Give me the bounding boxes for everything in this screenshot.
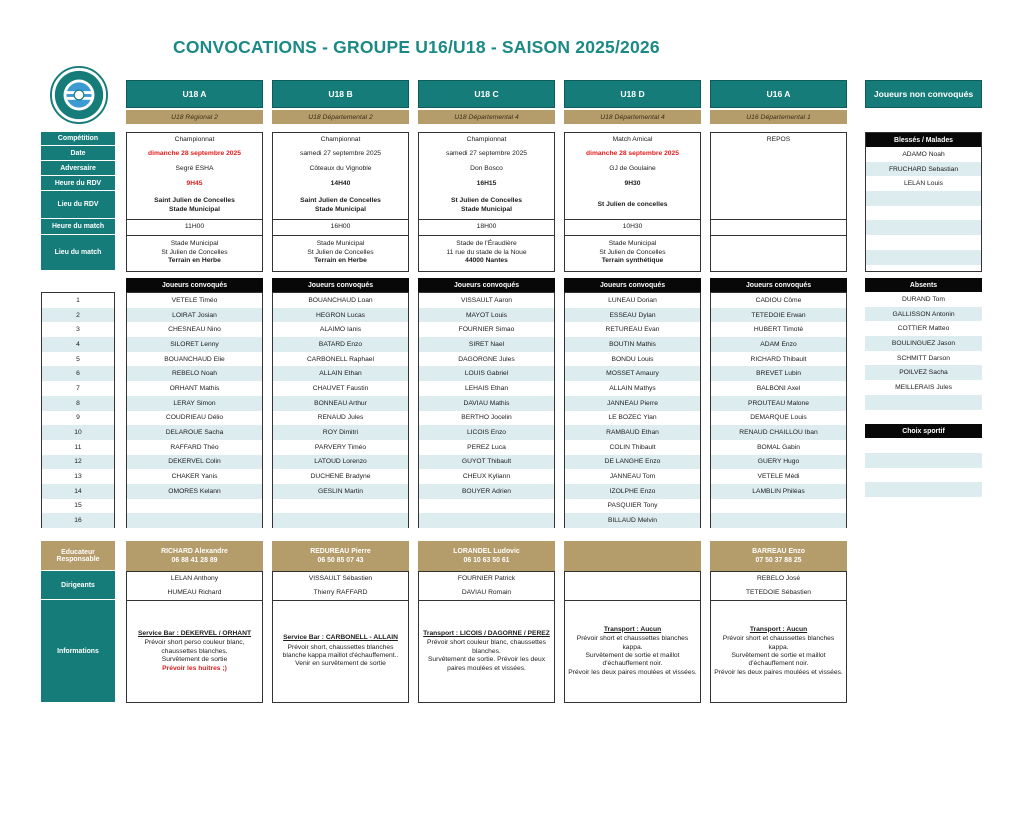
player-row: DAVIAU Mathis: [419, 396, 554, 411]
absent-row: BOULINGUEZ Jason: [865, 336, 982, 351]
player-row: MAYOT Louis: [419, 308, 554, 323]
label-competition: Compétition: [41, 132, 115, 146]
label-educateur: Educateur Responsable: [41, 541, 115, 571]
players-list: [126, 292, 263, 528]
player-row: CHESNEAU Nino: [168, 326, 221, 334]
match-lieu-value: [273, 236, 408, 270]
row-number: 6: [42, 366, 114, 381]
educateur-line: 06 50 85 07 43: [317, 557, 364, 564]
absent-row: [865, 497, 982, 512]
row-number: 2: [42, 308, 114, 323]
match-time-value: 18H00: [419, 220, 554, 236]
player-row: LE BOZEC Ylan: [608, 414, 657, 422]
educateur-cell: [710, 541, 847, 571]
player-row: LOUIS Gabriel: [419, 366, 554, 381]
dirigeant-name: [565, 572, 700, 586]
absent-row: SCHMITT Darson: [896, 354, 950, 362]
rdv-lieu-line: St Julien de Concelles: [451, 197, 522, 205]
educateur-line: REDUREAU Pierre: [310, 548, 371, 555]
row-number: 5: [76, 355, 80, 363]
label-lieu-match: Lieu du match: [41, 235, 115, 271]
team-header: U18 C: [418, 80, 555, 108]
absent-row: [865, 482, 982, 497]
row-number: 13: [74, 473, 82, 481]
dirigeant-name: VISSAULT Sébastien: [308, 574, 373, 582]
match-info-box: [564, 132, 701, 272]
player-row: [711, 513, 846, 528]
player-row: BONDU Louis: [611, 355, 654, 363]
match-lieu-line: Terrain en Herbe: [314, 257, 367, 265]
match-lieu-line: Stade Municipal: [608, 240, 657, 248]
player-row: [273, 513, 408, 528]
row-number: 11: [74, 443, 82, 451]
player-row: RENAUD CHAILLOU Iban: [711, 425, 846, 440]
player-row: COUDRIEAU Délio: [165, 414, 224, 422]
row-number: 3: [76, 326, 80, 334]
info-line: Transport : LICOIS / DAGORNE / PEREZ: [423, 629, 550, 637]
player-row: LATOUD Lorenzo: [273, 455, 408, 470]
competition-value: Championnat: [174, 135, 215, 143]
adversaire-value: Côteaux du Vignoble: [309, 165, 372, 173]
absent-row: DURAND Tom: [902, 295, 945, 303]
non-convoques-title: Joueurs non convoqués: [865, 80, 982, 108]
player-row: VISSAULT Aaron: [460, 296, 513, 304]
player-row: RETUREAU Evan: [605, 326, 660, 334]
info-line: Prévoir les huitres ;): [162, 664, 227, 672]
player-row: CHEUX Kyliann: [462, 473, 511, 481]
adversaire-value: GJ de Goulaine: [609, 165, 656, 173]
absents-title: Absents: [865, 278, 982, 292]
absent-row: POILVEZ Sacha: [865, 365, 982, 380]
label-lieu-rdv: Lieu du RDV: [41, 191, 115, 219]
info-line: Prévoir short et chaussettes blanches kappa.: [576, 635, 689, 651]
date-value: dimanche 28 septembre 2025: [586, 150, 679, 158]
player-row: MOSSET Amaury: [565, 366, 700, 381]
date-value: samedi 27 septembre 2025: [299, 150, 382, 158]
match-lieu-value: [711, 236, 846, 270]
absent-row: MEILLERAIS Jules: [895, 383, 952, 391]
player-row: LERAY Simon: [127, 396, 262, 411]
absent-row: [865, 438, 982, 453]
match-lieu-line: Stade Municipal: [170, 240, 219, 248]
match-time-value: 16H00: [273, 220, 408, 236]
team-header: U16 A: [710, 80, 847, 108]
choix-sportif-title: Choix sportif: [865, 424, 982, 438]
player-row: BERTHO Jocelin: [461, 414, 512, 422]
rdv-lieu-value: [419, 192, 554, 220]
blesse-row: [866, 191, 981, 206]
match-lieu-line: 11 rue du stade de la Noue: [446, 248, 527, 256]
player-row: ESSEAU Dylan: [565, 308, 700, 323]
match-info-box: [418, 132, 555, 272]
rdv-time-value: 14H40: [330, 180, 351, 188]
rdv-time-value: 16H15: [476, 180, 497, 188]
competition-value: Championnat: [320, 135, 361, 143]
rdv-lieu-line: Stade Municipal: [169, 205, 220, 213]
label-heure-rdv: Heure du RDV: [41, 176, 115, 191]
player-row: SIRET Nael: [419, 337, 554, 352]
row-number-column: [41, 292, 115, 528]
player-row: DELAROUE Sacha: [127, 425, 262, 440]
dirigeants-cell: [564, 571, 701, 600]
player-row: DEMARQUE Louis: [750, 414, 807, 422]
dirigeant-name: TETEDOIE Sébastien: [745, 588, 812, 596]
player-row: ORHANT Mathis: [169, 384, 220, 392]
players-list: [564, 292, 701, 528]
player-row: BOUANCHAUD Elie: [164, 355, 225, 363]
player-row: PROUTEAU Malone: [711, 396, 846, 411]
rdv-time-value: [711, 177, 846, 192]
player-row: LUNEAU Dorian: [608, 296, 657, 304]
blesse-row: [866, 220, 981, 235]
row-number: 8: [42, 396, 114, 411]
player-row: DE LANGHE Enzo: [565, 455, 700, 470]
player-row: DEKERVEL Colin: [127, 455, 262, 470]
blesse-row: LELAN Louis: [903, 180, 944, 188]
joueurs-header: Joueurs convoqués: [272, 278, 409, 292]
player-row: VETELE Médi: [757, 473, 800, 481]
dirigeants-cell: [710, 571, 847, 600]
dirigeant-name: FOURNIER Patrick: [457, 574, 516, 582]
competition-value: Match Amical: [612, 135, 653, 143]
dirigeant-name: Thierry RAFFARD: [313, 588, 368, 596]
player-row: [711, 499, 846, 514]
player-row: HUBERT Timoté: [753, 326, 804, 334]
row-number: 12: [42, 455, 114, 470]
informations-cell: [418, 600, 555, 703]
player-row: ALLAIN Mathys: [609, 384, 656, 392]
match-lieu-line: Stade de l'Éraudière: [456, 240, 517, 248]
joueurs-header: Joueurs convoqués: [126, 278, 263, 292]
player-row: PASQUIER Tony: [607, 502, 658, 510]
player-row: TETEDOIE Erwan: [711, 308, 846, 323]
info-line: Prévoir short couleur blanc, chaussettes blanches.: [427, 639, 546, 655]
joueurs-header: Joueurs convoqués: [418, 278, 555, 292]
team-level: U18 Régional 2: [126, 110, 263, 124]
row-number: 15: [74, 502, 82, 510]
competition-value: Championnat: [466, 135, 507, 143]
player-row: COLIN Thibault: [609, 443, 656, 451]
info-line: Prévoir les deux paires moulées et vissées.: [568, 668, 697, 676]
educateur-line: RICHARD Alexandre: [161, 548, 228, 555]
player-row: ROY Dimitri: [273, 425, 408, 440]
info-line: Service Bar : DEKERVEL / ORHANT: [137, 629, 252, 637]
player-row: CHAKER Yanis: [171, 473, 218, 481]
educateur-cell: [564, 541, 701, 571]
player-row: ALAIMO Ianis: [319, 326, 362, 334]
dirigeants-cell: [418, 571, 555, 600]
educateur-cell: [126, 541, 263, 571]
row-number: 4: [42, 337, 114, 352]
player-row: LEHAIS Ethan: [464, 384, 509, 392]
match-time-value: 11H00: [127, 220, 262, 236]
info-line: Prévoir les deux paires moulées et vissées.: [714, 668, 843, 676]
rdv-time-value: 9H45: [186, 180, 203, 188]
players-list: [272, 292, 409, 528]
absent-row: [865, 410, 982, 425]
educateur-cell: [418, 541, 555, 571]
player-row: GUYOT Thibault: [419, 455, 554, 470]
match-lieu-value: [565, 236, 700, 270]
info-line: Prévoir short et chaussettes blanches kappa.: [722, 635, 835, 651]
player-row: JANNEAU Tom: [609, 473, 656, 481]
label-informations: Informations: [41, 600, 115, 703]
info-line: Survêtement de sortie: [161, 656, 228, 664]
dirigeant-name: REBELO José: [756, 574, 801, 582]
match-lieu-line: Stade Municipal: [316, 240, 365, 248]
absent-row: [865, 453, 982, 468]
player-row: BREVET Lubin: [711, 366, 846, 381]
absent-row: [865, 468, 982, 483]
player-row: GESLIN Martin: [273, 484, 408, 499]
rdv-lieu-value: [273, 192, 408, 220]
player-row: CARBONELL Raphael: [306, 355, 375, 363]
educateur-cell: [272, 541, 409, 571]
player-row: REBELO Noah: [127, 366, 262, 381]
match-info-box: [126, 132, 263, 272]
player-row: LOIRAT Josian: [127, 308, 262, 323]
player-row: BOMAL Gabin: [757, 443, 800, 451]
rdv-lieu-line: Saint Julien de Concelles: [300, 197, 381, 205]
blesses-panel: [865, 132, 982, 272]
match-lieu-line: 44000 Nantes: [465, 257, 508, 265]
match-info-box: [710, 132, 847, 272]
rdv-lieu-line: Stade Municipal: [315, 205, 366, 213]
educateur-line: 07 50 37 88 25: [755, 557, 802, 564]
match-lieu-value: [127, 236, 262, 270]
players-list: [710, 292, 847, 528]
player-row: DAGORGNE Jules: [458, 355, 515, 363]
player-row: OMORES Kelann: [127, 484, 262, 499]
absent-row: COTTIER Matteo: [897, 325, 950, 333]
team-header: U18 A: [126, 80, 263, 108]
team-level: U18 Départemental 4: [564, 110, 701, 124]
player-row: LICOIS Enzo: [419, 425, 554, 440]
informations-cell: [564, 600, 701, 703]
rdv-lieu-line: Stade Municipal: [461, 205, 512, 213]
player-row: BILLAUD Melvin: [565, 513, 700, 528]
match-lieu-line: Terrain en Herbe: [168, 257, 221, 265]
informations-cell: [710, 600, 847, 703]
player-row: [419, 513, 554, 528]
blesse-row: [866, 235, 981, 250]
match-lieu-line: Terrain synthétique: [601, 257, 664, 265]
player-row: HEGRON Lucas: [273, 308, 408, 323]
info-line: Transport : Aucun: [603, 625, 662, 633]
player-row: LAMBLIN Philéas: [711, 484, 846, 499]
dirigeant-name: [565, 586, 700, 600]
team-level: U18 Départemental 2: [272, 110, 409, 124]
player-row: RENAUD Jules: [317, 414, 364, 422]
player-row: CADIOU Côme: [755, 296, 802, 304]
info-line: Survêtement de sortie et maillot d'échauffement noir.: [731, 652, 826, 668]
row-number: 1: [76, 296, 80, 304]
page-title: CONVOCATIONS - GROUPE U16/U18 - SAISON 2025/2026: [173, 37, 660, 57]
match-lieu-value: [419, 236, 554, 270]
date-value: [711, 147, 846, 162]
player-row: BALBONI Axel: [756, 384, 801, 392]
team-header: U18 B: [272, 80, 409, 108]
blesse-row: [866, 250, 981, 265]
dirigeants-cell: [272, 571, 409, 600]
educateur-line: 06 10 63 50 61: [463, 557, 510, 564]
player-row: RAFFARD Théo: [170, 443, 219, 451]
adversaire-value: Don Bosco: [470, 165, 503, 173]
blesse-row: [866, 206, 981, 221]
blesses-title: Blessés / Malades: [866, 133, 981, 147]
label-dirigeants: Dirigeants: [41, 571, 115, 600]
label-date: Date: [41, 146, 115, 161]
dirigeant-name: LELAN Anthony: [170, 574, 219, 582]
rdv-lieu-value: [565, 192, 700, 220]
rdv-time-value: 9H30: [624, 180, 641, 188]
players-list: [418, 292, 555, 528]
team-header: U18 D: [564, 80, 701, 108]
info-line: Prévoir short perso couleur blanc, chaussettes blanches.: [144, 639, 245, 655]
absent-row: GALLISSON Antonin: [865, 307, 982, 322]
info-line: Prévoir short, chaussettes blanches blanche kappa maillot d'échauffement..: [282, 643, 399, 659]
educateur-line: 06 88 41 28 89: [171, 557, 218, 564]
informations-cell: [272, 600, 409, 703]
row-number: 16: [42, 513, 114, 528]
player-row: FOURNIER Simao: [458, 326, 515, 334]
match-lieu-line: St Julien de Concelles: [599, 248, 666, 256]
player-row: CHAUVET Faustin: [312, 384, 369, 392]
label-heure-match: Heure du match: [41, 219, 115, 235]
player-row: BATARD Enzo: [273, 337, 408, 352]
row-number: 14: [42, 484, 114, 499]
row-number: 9: [76, 414, 80, 422]
player-row: PARVERY Timéo: [314, 443, 367, 451]
blesse-row: ADAMO Noah: [902, 150, 945, 158]
player-row: [419, 499, 554, 514]
player-row: PEREZ Luca: [467, 443, 506, 451]
player-row: [273, 499, 408, 514]
player-row: [127, 513, 262, 528]
info-line: Venir en survêtement de sortie: [295, 660, 386, 668]
player-row: ADAM Enzo: [711, 337, 846, 352]
info-line: Service Bar : CARBONELL - ALLAIN: [283, 634, 398, 642]
player-row: BONNEAU Arthur: [273, 396, 408, 411]
player-row: DUCHENE Bradyne: [310, 473, 371, 481]
player-row: IZOLPHE Enzo: [565, 484, 700, 499]
dirigeant-name: HUMEAU Richard: [167, 588, 222, 596]
player-row: BOUTIN Mathis: [565, 337, 700, 352]
competition-value: REPOS: [766, 135, 791, 143]
informations-cell: [126, 600, 263, 703]
info-line: Survêtement de sortie. Prévoir les deux paires moulées et vissées.: [427, 656, 546, 672]
player-row: JANNEAU Pierre: [565, 396, 700, 411]
adversaire-value: Segré ESHA: [175, 165, 214, 173]
date-value: samedi 27 septembre 2025: [445, 150, 528, 158]
info-line: Survêtement de sortie et maillot d'échauffement noir.: [585, 652, 680, 668]
rdv-lieu-line: Saint Julien de Concelles: [154, 197, 235, 205]
team-level: U16 Départemental 1: [710, 110, 847, 124]
label-adversaire: Adversaire: [41, 161, 115, 176]
match-time-value: [711, 220, 846, 236]
player-row: SILORET Lenny: [127, 337, 262, 352]
rdv-lieu-value: [127, 192, 262, 220]
player-row: BOUYER Adrien: [419, 484, 554, 499]
absents-panel: [865, 278, 982, 528]
match-info-box: [272, 132, 409, 272]
team-level: U18 Départemental 4: [418, 110, 555, 124]
row-number: 7: [76, 384, 80, 392]
match-lieu-line: St Julien de Concelles: [161, 248, 228, 256]
dirigeant-name: DAVIAU Romain: [461, 588, 512, 596]
joueurs-header: Joueurs convoqués: [564, 278, 701, 292]
player-row: VETELE Timéo: [171, 296, 218, 304]
match-time-value: 10H30: [565, 220, 700, 236]
rdv-lieu-value: [711, 192, 846, 220]
date-value: dimanche 28 septembre 2025: [148, 150, 241, 158]
joueurs-header: Joueurs convoqués: [710, 278, 847, 292]
player-row: [127, 499, 262, 514]
player-row: GUERY Hugo: [711, 455, 846, 470]
club-logo: [50, 66, 108, 124]
player-row: RICHARD Thibault: [750, 355, 807, 363]
dirigeants-cell: [126, 571, 263, 600]
player-row: BOUANCHAUD Loan: [308, 296, 373, 304]
educateur-line: LORANDEL Ludovic: [453, 548, 520, 555]
blesse-row: FRUCHARD Sebastian: [866, 162, 981, 177]
adversaire-value: [711, 162, 846, 177]
match-lieu-line: St Julien de Concelles: [307, 248, 374, 256]
player-row: RAMBAUD Ethan: [565, 425, 700, 440]
rdv-lieu-line: St Julien de concelles: [597, 201, 668, 209]
info-line: Transport : Aucun: [749, 625, 808, 633]
player-row: ALLAIN Ethan: [273, 366, 408, 381]
row-number: 10: [42, 425, 114, 440]
absent-row: [865, 395, 982, 410]
educateur-line: BARREAU Enzo: [752, 548, 805, 555]
